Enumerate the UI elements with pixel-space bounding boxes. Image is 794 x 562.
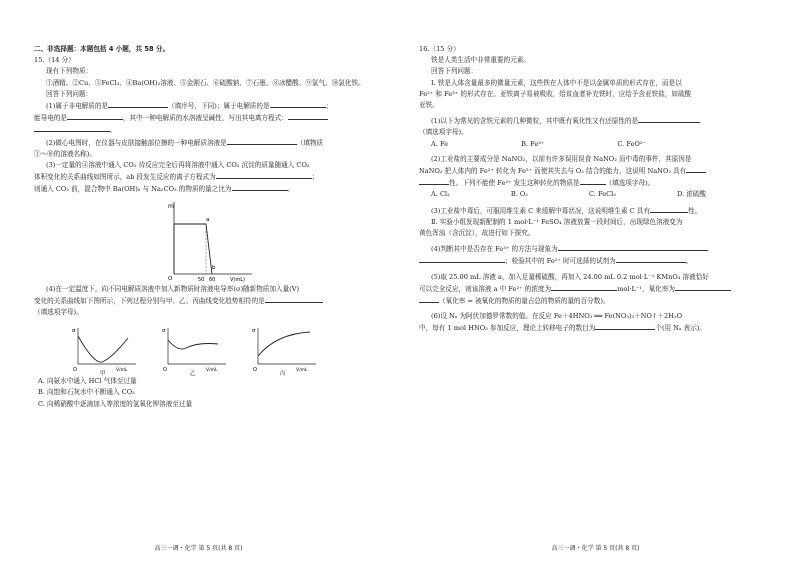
figure-v-label: V(mL): [230, 276, 245, 283]
left-footer: 高三一调・化学 第 5 页(共 8 页): [154, 544, 243, 552]
right-footer: 高三一调・化学 第 5 页(共 8 页): [551, 544, 640, 552]
q16-part2-cont: [419, 177, 766, 189]
graph-v-label: V/mL: [206, 368, 218, 374]
graph-caption: 甲: [100, 371, 106, 377]
answer-blank[interactable]: [595, 322, 655, 330]
figure-origin-label: O: [168, 275, 173, 282]
option-item: A. Fe: [431, 139, 449, 148]
part2-text-a: Ⅱ. 实验小组发现新配制的 1 mol·L⁻¹ FeSO₄ 溶液放置一段时间后，出现绿色溶液变为: [431, 217, 683, 226]
q16-part4-cont: [419, 255, 766, 267]
q16-part5: [419, 283, 766, 295]
q16-part2: [419, 165, 766, 177]
answer-blank[interactable]: [650, 205, 688, 213]
option-a: A. 向氨水中通入 HCl 气体至过量: [38, 377, 137, 386]
figure-tick-60: 60: [209, 276, 216, 283]
graph-v-label: V/mL: [116, 368, 128, 374]
q1-text-e: ，其中一种电解质的水溶液呈碱性，写出其电离方程式：: [122, 114, 288, 123]
answer-blank[interactable]: [419, 255, 505, 263]
answer-blank[interactable]: [216, 171, 312, 179]
graph-yi-curve: [168, 340, 218, 349]
q16-3-text-a: (3)工业盐中毒后，可服用维生素 C 来缓解中毒状况，这说明维生素 C 具有: [431, 206, 651, 215]
q16-part4: [419, 243, 766, 255]
q2-text-b: （填物质: [296, 138, 324, 147]
answer-blank[interactable]: [288, 112, 328, 120]
answer-blank[interactable]: [232, 183, 288, 191]
q15-part3: [34, 171, 367, 183]
q15-items: ①酒精、②Cu、③FeCl₃、④Ba(OH)₂溶液、⑤金刚石、⑥硫酸钠、⑦石墨、⑧冰醋酸、⑨氯气、⑩氯化铁。: [46, 78, 365, 87]
q16-header: 16.（15 分）: [419, 45, 460, 53]
option-item: C. FeO²⁻: [617, 139, 646, 148]
answer-blank[interactable]: [419, 295, 439, 303]
option-c: C. 向稀硝酸中逐滴加入等浓度的氢氧化钾溶液至过量: [38, 399, 193, 408]
q1-text-d: 能导电的是: [34, 114, 67, 123]
answer-blank[interactable]: [551, 283, 617, 291]
graph-bing: [250, 324, 320, 376]
q3-text-e: 。: [287, 185, 295, 194]
q4-text-a: (4)在一定温度下，向不同电解质溶液中加入新物质时溶液电导率(σ)随新物质加入量(V): [46, 284, 300, 293]
answer-blank[interactable]: [108, 100, 168, 108]
figure-m-label: m: [168, 202, 174, 210]
q16-1-options: [419, 139, 766, 150]
q16-1-text-a: (1)以下为常见的含铁元素的几种微粒，其中既有氧化性又有还原性的是: [431, 117, 639, 126]
q15-part4: [34, 295, 367, 307]
conductivity-graphs: [70, 324, 367, 376]
q15-part3-cont: [34, 183, 367, 195]
q16-part5-cont: [419, 295, 766, 307]
q16-part1: [419, 115, 766, 127]
graph-caption: 丙: [280, 371, 286, 377]
figure-b-label: b: [212, 264, 216, 271]
figure-a-label: a: [206, 216, 210, 223]
answer-blank[interactable]: [580, 177, 606, 185]
q15-part1-cont: [34, 112, 367, 124]
q16-2-text-d: （填选项字母)。: [605, 179, 655, 188]
q16-2-text-c: 性。下列不能使 Fe²⁺ 发生这种转化的物质是: [449, 179, 580, 188]
q16-4-text-b: ；检验其中的 Fe²⁺ 时可选择的试剂为: [505, 257, 616, 266]
graph-origin-label: O: [253, 367, 257, 374]
graph-jia-curve: [78, 336, 128, 362]
q3-text-a: (3)一定量的④溶液中通入 CO₂ 待反应完全后再将溶液中通入 CO₂ 沉淀的质量随通入 CO₂: [46, 161, 310, 170]
option-item: D. 浓硫酸: [676, 190, 706, 199]
q15-intro: 现有下列物质：: [46, 67, 93, 76]
q3-text-b: 体积变化的关系曲线如图所示，ab 段发生反应的离子方程式为: [34, 173, 216, 182]
part1-text-a: Ⅰ. 铁是人体含量最多的微量元素，这些铁在人体中不是以金属单质的形式存在，而是以: [431, 78, 682, 87]
answer-blank[interactable]: [419, 177, 449, 185]
graph-caption: 乙: [190, 371, 196, 377]
q15-part2: [34, 137, 367, 149]
graph-v-label: V/mL: [296, 368, 308, 374]
q16-5-text-d: （氧化率 = 被氧化的物质的量占总的物质的量的百分数)。: [439, 297, 610, 306]
graph-sigma-label: σ: [252, 328, 256, 335]
answer-blank[interactable]: [265, 295, 323, 303]
q16-intro-1: 铁是人类生活中非常重要的元素。: [431, 56, 530, 65]
q1-text-b: （填序号，下同)；属于电解质的是: [168, 102, 270, 111]
q16-part6: [419, 322, 766, 334]
option-item: C. FeCl₃: [588, 190, 616, 199]
q15-answer-prompt: 回答下列问题：: [46, 89, 93, 98]
q1-text-c: ；: [325, 102, 333, 111]
q16-6-text-a: (6)设 Nₐ 为阿伏加德罗常数的值。在反应 Fe＋4HNO₃ ══ Fe(NO₃)₃＋NO↑＋2H₂O: [431, 312, 683, 321]
q16-part3: [419, 205, 766, 217]
answer-blank[interactable]: [67, 112, 123, 120]
part2-text-b: 黄色浑浊（含沉淀），故进行如下探究。: [419, 229, 535, 238]
q16-1-text-b: （填选项字母)。: [419, 128, 468, 137]
q1-text-a: (1)属于非电解质的是: [46, 102, 109, 111]
option-item: B. Fe³⁺: [521, 139, 545, 148]
graph-origin-label: O: [163, 367, 167, 374]
q16-2-text-b: NaNO₂ 把人体内的 Fe²⁺ 转化为 Fe³⁺ 而使其失去与 O₂ 结合的能力，这说明 NaNO₂ 具有: [419, 167, 687, 176]
right-page: [397, 0, 794, 562]
q16-3-text-b: 性。: [688, 206, 702, 215]
q16-5-text-a: (5)取 25.00 mL 溶液 a，加入足量稀硫酸，再加入 24.00 mL 0.2 mol·L⁻¹ KMnO₄ 溶液恰好: [431, 272, 709, 281]
q16-5-text-b: 可以完全反应，则该溶液 a 中 Fe²⁺ 的浓度为: [419, 284, 552, 293]
q16-4-text-a: (4)判断其中是否存在 Fe³⁺ 的方法与现象为: [431, 245, 558, 254]
q15-part1: [34, 100, 367, 112]
figure-curve: [174, 224, 212, 274]
answer-blank[interactable]: [227, 137, 297, 145]
q16-6-text-c: 个(用 Nₐ 表示)。: [655, 324, 706, 333]
answer-blank[interactable]: [34, 124, 110, 132]
answer-blank[interactable]: [558, 243, 708, 251]
graph-sigma-label: σ: [72, 328, 76, 335]
q16-2-text-a: (2)工业盐的主要成分是 NaNO₂，以前有许多误用误食 NaNO₂ 而中毒的事件，其原因是: [431, 154, 692, 163]
q2-text-c: ①～⑩的溶液名称)。: [34, 149, 96, 158]
q3-text-d: 则通入 CO₂ 前，混合物中 Ba(OH)₂ 与 Na₂CO₃ 的物质的量之比为: [34, 185, 232, 194]
answer-blank[interactable]: [638, 115, 700, 123]
q16-6-text-b: 中，每有 1 mol HNO₃ 参加反应，理论上转移电子的数目为: [419, 324, 596, 333]
q2-text-a: (2)做心电图时，在仪器与皮肤接触部位擦的一种电解质溶液是: [46, 138, 227, 147]
q3-text-c: ；: [311, 173, 319, 182]
graph-yi: [160, 324, 230, 376]
q16-4-text-c: 。: [685, 257, 693, 266]
option-item: B. O₂: [510, 190, 528, 199]
graph-jia: [70, 324, 140, 376]
part1-text-c: 亚铁。: [419, 101, 439, 110]
graph-sigma-label: σ: [162, 328, 166, 335]
option-b: B. 向饱和石灰水中不断通入 CO₂: [38, 388, 135, 397]
figure-tick-50: 50: [198, 276, 205, 283]
part1-text-b: Fe²⁺ 和 Fe³⁺ 的形式存在。亚铁离子易被吸收，给贫血者补充铁时，应给予含亚铁盐，如硫酸: [419, 89, 692, 98]
q16-intro-2: 回答下列问题：: [431, 67, 478, 76]
answer-blank[interactable]: [686, 165, 706, 173]
section-title: 二、非选择题：本题包括 4 小题，共 58 分。: [34, 45, 170, 53]
graph-origin-label: O: [73, 367, 77, 374]
q4-text-c: （填选项字母)。: [34, 308, 83, 317]
q15-header: 15.（14 分）: [34, 56, 75, 65]
answer-blank[interactable]: [270, 100, 326, 108]
option-item: A. Cl₂: [431, 190, 450, 199]
q15-part1-line3: 。: [34, 124, 367, 136]
answer-blank[interactable]: [616, 255, 686, 263]
q16-5-text-c: mol·L⁻¹，氧化率为: [617, 284, 675, 293]
q16-2-options: [419, 189, 766, 200]
answer-blank[interactable]: [675, 283, 731, 291]
graph-bing-curve: [258, 332, 310, 356]
precipitate-figure: [160, 198, 260, 284]
q4-text-b: 变化的关系曲线如下图所示，下列过程分别与甲、乙、丙曲线变化趋势相符的是: [34, 296, 265, 305]
